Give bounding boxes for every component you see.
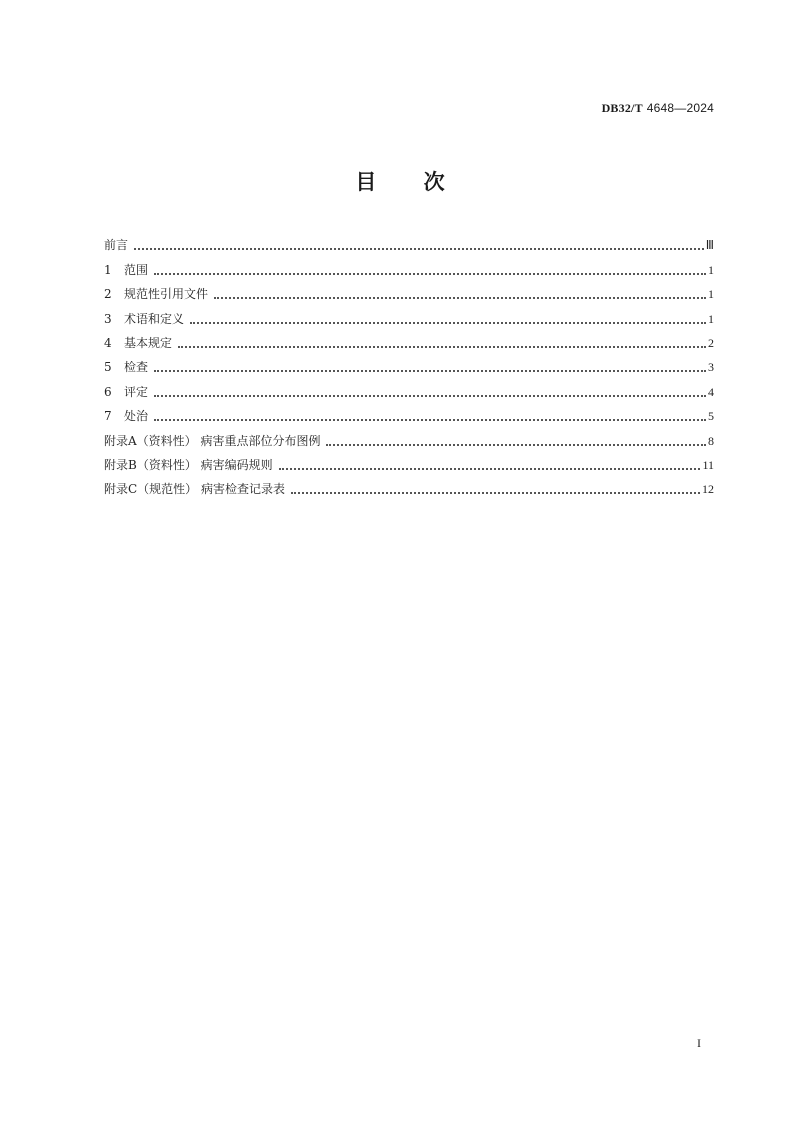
toc-dot-leader [154, 370, 706, 372]
toc-entry-appendix-c[interactable] [104, 477, 714, 501]
toc-entry-assessment[interactable] [104, 379, 714, 403]
toc-entry-number: 1 [104, 262, 112, 277]
toc-entry-scope[interactable] [104, 257, 714, 281]
toc-dot-leader [190, 322, 706, 324]
page-title-part2: 次 [423, 170, 445, 194]
toc-entry-number: 6 [104, 384, 112, 399]
page-title-part1: 目 [355, 170, 377, 194]
toc-entry-number: 3 [104, 311, 112, 326]
toc-entry-label: 规范性引用文件 [124, 287, 209, 302]
toc-dot-leader [291, 492, 700, 494]
page-title [0, 166, 800, 196]
toc-entry-number: 5 [104, 360, 112, 375]
toc-entry-label: 附录C（规范性） 病害检查记录表 [104, 482, 285, 497]
toc-dot-leader [279, 468, 701, 470]
toc-entry-label: 范围 [124, 262, 149, 277]
toc-entry-foreword[interactable] [104, 233, 714, 257]
toc-entry-appendix-b[interactable] [104, 453, 714, 477]
toc-entry-terms-definitions[interactable] [104, 306, 714, 330]
toc-entry-page: 2 [708, 335, 714, 350]
toc-entry-number: 7 [104, 409, 112, 424]
toc-entry-page: 4 [708, 384, 714, 399]
table-of-contents [104, 233, 714, 501]
toc-entry-number: 4 [104, 335, 112, 350]
toc-entry-label: 前言 [104, 238, 129, 253]
toc-entry-page: 1 [708, 287, 714, 302]
toc-entry-inspection[interactable] [104, 355, 714, 379]
toc-entry-page: 12 [702, 482, 714, 497]
toc-entry-label: 评定 [124, 384, 149, 399]
toc-dot-leader [214, 297, 706, 299]
toc-entry-page: 3 [708, 360, 714, 375]
toc-entry-label: 附录A（资料性） 病害重点部位分布图例 [104, 433, 321, 448]
toc-entry-label: 检查 [124, 360, 149, 375]
toc-dot-leader [154, 419, 706, 421]
page-number: I [697, 1036, 701, 1050]
toc-entry-page: 8 [708, 433, 714, 448]
toc-entry-basic-provisions[interactable] [104, 331, 714, 355]
toc-entry-page: 1 [708, 262, 714, 277]
toc-entry-page: 5 [708, 409, 714, 424]
document-code [602, 101, 714, 116]
toc-entry-page: 1 [708, 311, 714, 326]
document-code-number: 4648—2024 [646, 101, 714, 115]
toc-dot-leader [154, 273, 706, 275]
toc-dot-leader [178, 346, 706, 348]
toc-entry-number: 2 [104, 287, 112, 302]
toc-entry-treatment[interactable] [104, 404, 714, 428]
toc-entry-page: 11 [702, 457, 714, 472]
toc-entry-label: 附录B（资料性） 病害编码规则 [104, 457, 273, 472]
toc-entry-page: Ⅲ [705, 238, 714, 253]
toc-dot-leader [154, 395, 706, 397]
document-code-prefix: DB32/T [601, 101, 643, 115]
toc-entry-label: 基本规定 [124, 335, 173, 350]
toc-dot-leader [134, 248, 704, 250]
toc-dot-leader [326, 444, 706, 446]
toc-entry-label: 术语和定义 [124, 311, 185, 326]
toc-entry-label: 处治 [124, 409, 149, 424]
toc-entry-appendix-a[interactable] [104, 428, 714, 452]
toc-entry-normative-references[interactable] [104, 282, 714, 306]
